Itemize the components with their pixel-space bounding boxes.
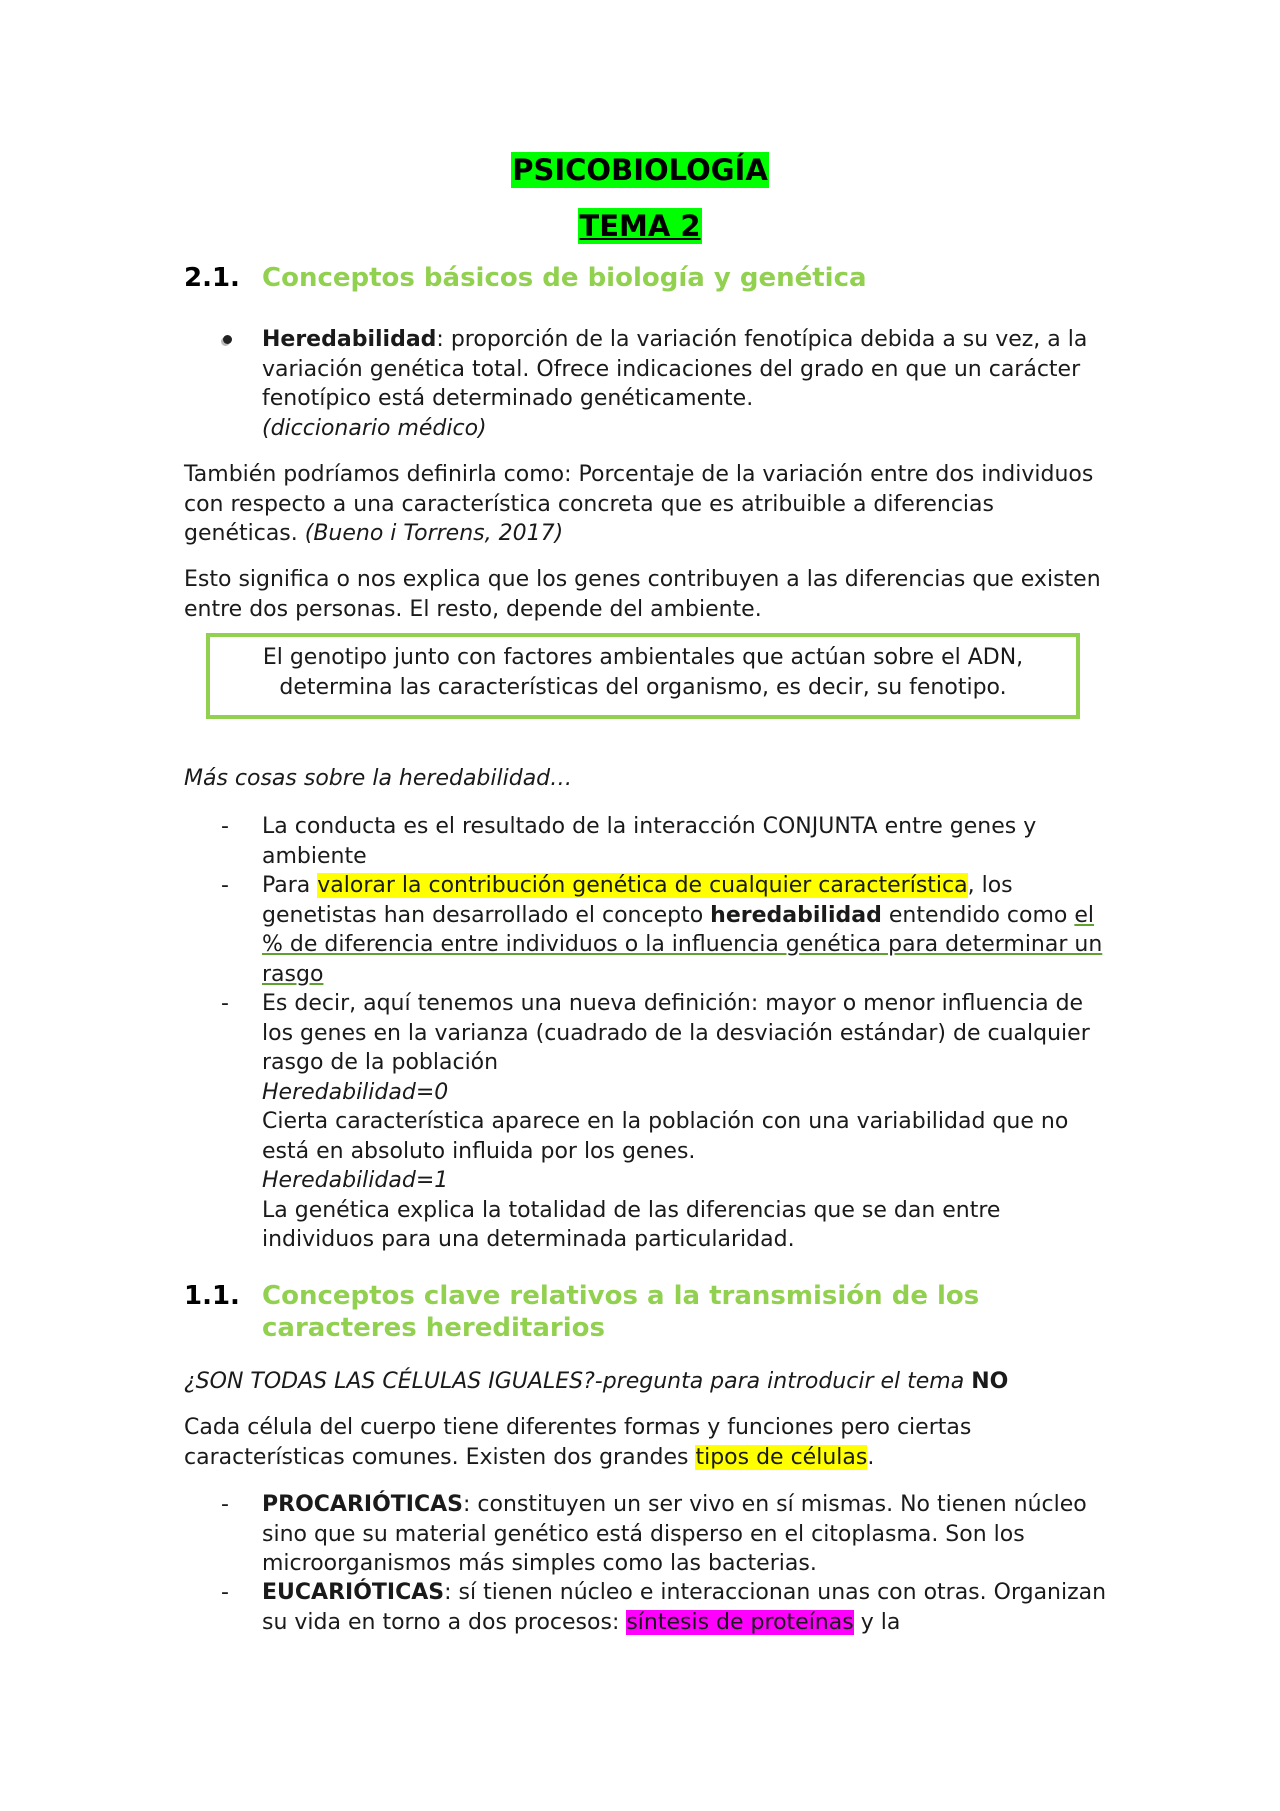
box-text: El genotipo junto con factores ambientales que actúan sobre el ADN, determina las características del organismo, es decir, su fenotipo. — [262, 645, 1024, 700]
question-line — [184, 1367, 1104, 1397]
section-number: 1.1. — [184, 1281, 240, 1311]
highlight-tipos-celulas: tipos de células — [695, 1444, 868, 1470]
term-eucarioticas: EUCARIÓTICAS — [262, 1580, 445, 1605]
section-heading-2-1 — [184, 262, 867, 294]
dash-marker: - — [221, 1580, 229, 1605]
highlight-sintesis-proteinas: síntesis de proteínas — [626, 1609, 854, 1635]
question-text: ¿SON TODAS LAS CÉLULAS IGUALES?-pregunta para introducir el tema — [184, 1369, 972, 1394]
text-run: : constituyen un ser vivo en sí mismas. No tienen núcleo sino que su material genético está disperso en el citoplasma. Son los microorganismos más simples como las bacterias. — [262, 1492, 1087, 1576]
heredabilidad-1-text: La genética explica la totalidad de las diferencias que se dan entre individuos para una determinada particularidad. — [262, 1197, 1001, 1252]
heredabilidad-0-text: Cierta característica aparece en la población con una variabilidad que no está en absoluto influida por los genes. — [262, 1109, 1069, 1164]
document-title: PSICOBIOLOGÍA — [512, 153, 768, 187]
text-run: Para — [262, 873, 318, 898]
title-wrap — [0, 152, 1280, 188]
list-item-valorar — [262, 871, 1112, 989]
dash-marker: - — [221, 814, 229, 839]
section-title: Conceptos clave relativos a la transmisión de los caracteres hereditarios — [262, 1281, 980, 1343]
bullet-icon — [223, 335, 232, 344]
text-run: , los genetistas han desarrollado el concepto — [262, 873, 1013, 928]
heredabilidad-0-label: Heredabilidad=0 — [262, 1079, 449, 1105]
heredabilidad-1-label: Heredabilidad=1 — [262, 1168, 449, 1193]
bullet-text — [262, 325, 1112, 443]
dash-marker: - — [221, 873, 229, 898]
document-subtitle: TEMA 2 — [579, 209, 701, 243]
paragraph-celulas — [184, 1413, 1104, 1472]
definition: : proporción de la variación fenotípica debida a su vez, a la variación genética total. Ofrece indicaciones del grado en que un carácter fenotípico está determinado genéticamente. — [262, 327, 1088, 411]
paragraph-text: También podríamos definirla como: Porcentaje de la variación entre dos individuos con respecto a una característica concreta que es atribuible a diferencias genéticas. — [184, 462, 1094, 546]
list-item-conducta: La conducta es el resultado de la interacción CONJUNTA entre genes y ambiente — [262, 814, 1037, 869]
underlined-definition: el % de diferencia entre individuos o la influencia genética para determinar un rasgo — [262, 902, 1103, 987]
list-item-nueva-definicion — [262, 989, 1112, 1255]
source-citation: (diccionario médico) — [262, 415, 487, 441]
text-run: entendido como — [881, 902, 1075, 928]
term-heredabilidad: Heredabilidad — [262, 327, 437, 352]
list-item-eucarioticas — [262, 1578, 1112, 1637]
text-run: . — [867, 1444, 875, 1470]
text-run: y la — [853, 1609, 901, 1635]
highlight-box — [206, 633, 1080, 719]
list-item-procarioticas — [262, 1490, 1112, 1579]
definition-text: Es decir, aquí tenemos una nueva definición: mayor o menor influencia de los genes en la varianza (cuadrado de la desviación estándar) de cualquier rasgo de la población — [262, 991, 1090, 1075]
section-number: 2.1. — [184, 263, 240, 293]
dash-marker: - — [221, 1492, 229, 1517]
dash-marker: - — [221, 991, 229, 1016]
subtitle-wrap — [0, 208, 1280, 244]
highlight-yellow: valorar la contribución genética de cualquier característica — [317, 873, 968, 898]
text-run: : sí tienen núcleo e interaccionan unas con otras. Organizan su vida en torno a dos procesos: — [262, 1580, 1107, 1635]
citation: (Bueno i Torrens, 2017) — [304, 521, 564, 546]
paragraph-explanation: Esto significa o nos explica que los genes contribuyen a las diferencias que existen entre dos personas. El resto, depende del ambiente. — [184, 567, 1101, 622]
section-title: Conceptos básicos de biología y genética — [262, 263, 867, 293]
term-procarioticas: PROCARIÓTICAS — [262, 1492, 463, 1517]
text-run: Cada célula del cuerpo tiene diferentes formas y funciones pero ciertas características comunes. Existen dos grandes — [184, 1415, 972, 1470]
term-heredabilidad-bold: heredabilidad — [710, 902, 882, 928]
subheading-mas-cosas: Más cosas sobre la heredabilidad… — [184, 766, 573, 791]
paragraph-definition — [184, 460, 1104, 549]
answer-no: NO — [971, 1369, 1009, 1394]
